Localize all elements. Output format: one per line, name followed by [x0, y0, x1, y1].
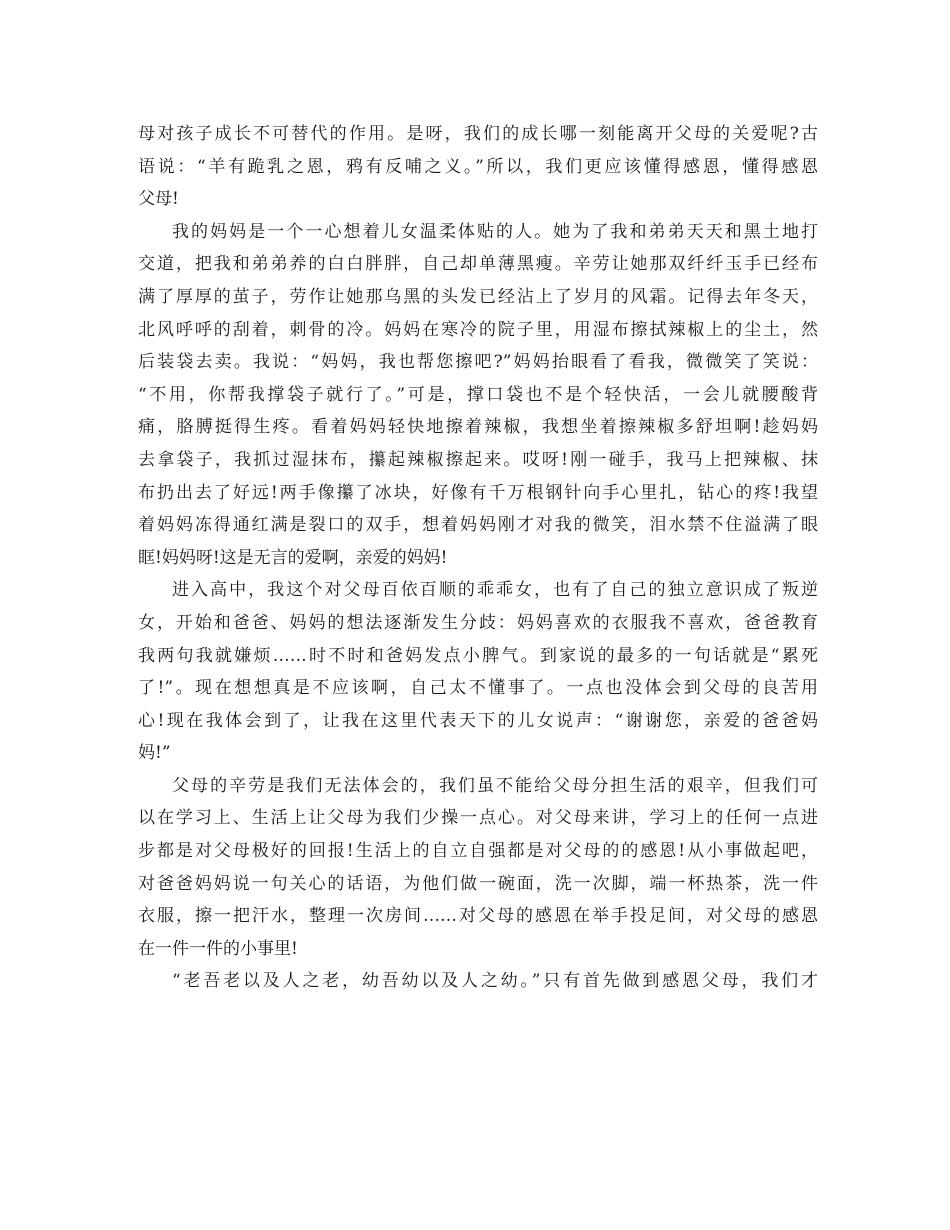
text-line: 心!现在我体会到了，让我在这里代表天下的儿女说声：“谢谢您，亲爱的爸爸妈 — [138, 710, 818, 731]
text-line: 母对孩子成长不可替代的作用。是呀，我们的成长哪一刻能离开父母的关爱呢?古 — [138, 124, 818, 144]
text-line: 衣服，擦一把汗水，整理一次房间……对父母的感恩在举手投足间，对父母的感恩 — [138, 906, 818, 927]
text-line: 语说：“羊有跪乳之恩，鸦有反哺之义。”所以，我们更应该懂得感恩，懂得感恩 — [138, 156, 818, 177]
text-line: 痛，胳膊挺得生疼。看着妈妈轻快地擦着辣椒，我想坐着擦辣椒多舒坦啊!趁妈妈 — [138, 417, 818, 438]
document-body — [138, 118, 818, 998]
text-line: 对爸爸妈妈说一句关心的话语，为他们做一碗面，洗一次脚，端一杯热茶，洗一件 — [138, 873, 818, 894]
text-line: 我的妈妈是一个一心想着儿女温柔体贴的人。她为了我和弟弟天天和黑土地打 — [172, 221, 818, 242]
text-line: 布扔出去了好远!两手像攥了冰块，好像有千万根钢针向手心里扎，钻心的疼!我望 — [138, 482, 818, 503]
text-line: 北风呼呼的刮着，刺骨的冷。妈妈在寒冷的院子里，用湿布擦拭辣椒上的尘土，然 — [138, 319, 818, 340]
text-line: 进入高中，我这个对父母百依百顺的乖乖女，也有了自己的独立意识成了叛逆 — [172, 580, 818, 601]
text-line: 去拿袋子，我抓过湿抹布，攥起辣椒擦起来。哎呀!刚一碰手，我马上把辣椒、抹 — [138, 449, 818, 470]
text-line: 交道，把我和弟弟养的白白胖胖，自己却单薄黑瘦。辛劳让她那双纤纤玉手已经布 — [138, 254, 818, 275]
text-line: 我两句我就嫌烦……时不时和爸妈发点小脾气。到家说的最多的一句话就是“累死 — [138, 645, 818, 666]
text-line: 父母! — [138, 189, 179, 210]
text-line: 步都是对父母极好的回报!生活上的自立自强都是对父母的的感恩!从小事做起吧， — [138, 841, 818, 862]
text-line: 着妈妈冻得通红满是裂口的双手，想着妈妈刚才对我的微笑，泪水禁不住溢满了眼 — [138, 515, 818, 536]
text-line: “不用，你帮我撑袋子就行了。”可是，撑口袋也不是个轻快活，一会儿就腰酸背 — [138, 384, 818, 405]
text-line: 了!”。现在想想真是不应该啊，自己太不懂事了。一点也没体会到父母的良苦用 — [138, 678, 818, 699]
text-line: 父母的辛劳是我们无法体会的，我们虽不能给父母分担生活的艰辛，但我们可 — [172, 775, 818, 796]
text-line: 在一件一件的小事里! — [138, 938, 298, 959]
text-line: 以在学习上、生活上让父母为我们少操一点心。对父母来讲，学习上的任何一点进 — [138, 808, 818, 829]
text-line: 眶!妈妈呀!这是无言的爱啊，亲爱的妈妈! — [138, 547, 448, 568]
text-line: 妈!” — [138, 743, 171, 764]
text-line: 女，开始和爸爸、妈妈的想法逐渐发生分歧：妈妈喜欢的衣服我不喜欢，爸爸教育 — [138, 612, 818, 633]
text-line: 满了厚厚的茧子，劳作让她那乌黑的头发已经沾上了岁月的风霜。记得去年冬天， — [138, 286, 818, 307]
text-line: 后装袋去卖。我说：“妈妈，我也帮您擦吧?”妈妈抬眼看了看我，微微笑了笑说： — [138, 352, 818, 373]
text-line: “老吾老以及人之老，幼吾幼以及人之幼。”只有首先做到感恩父母，我们才 — [172, 971, 818, 992]
